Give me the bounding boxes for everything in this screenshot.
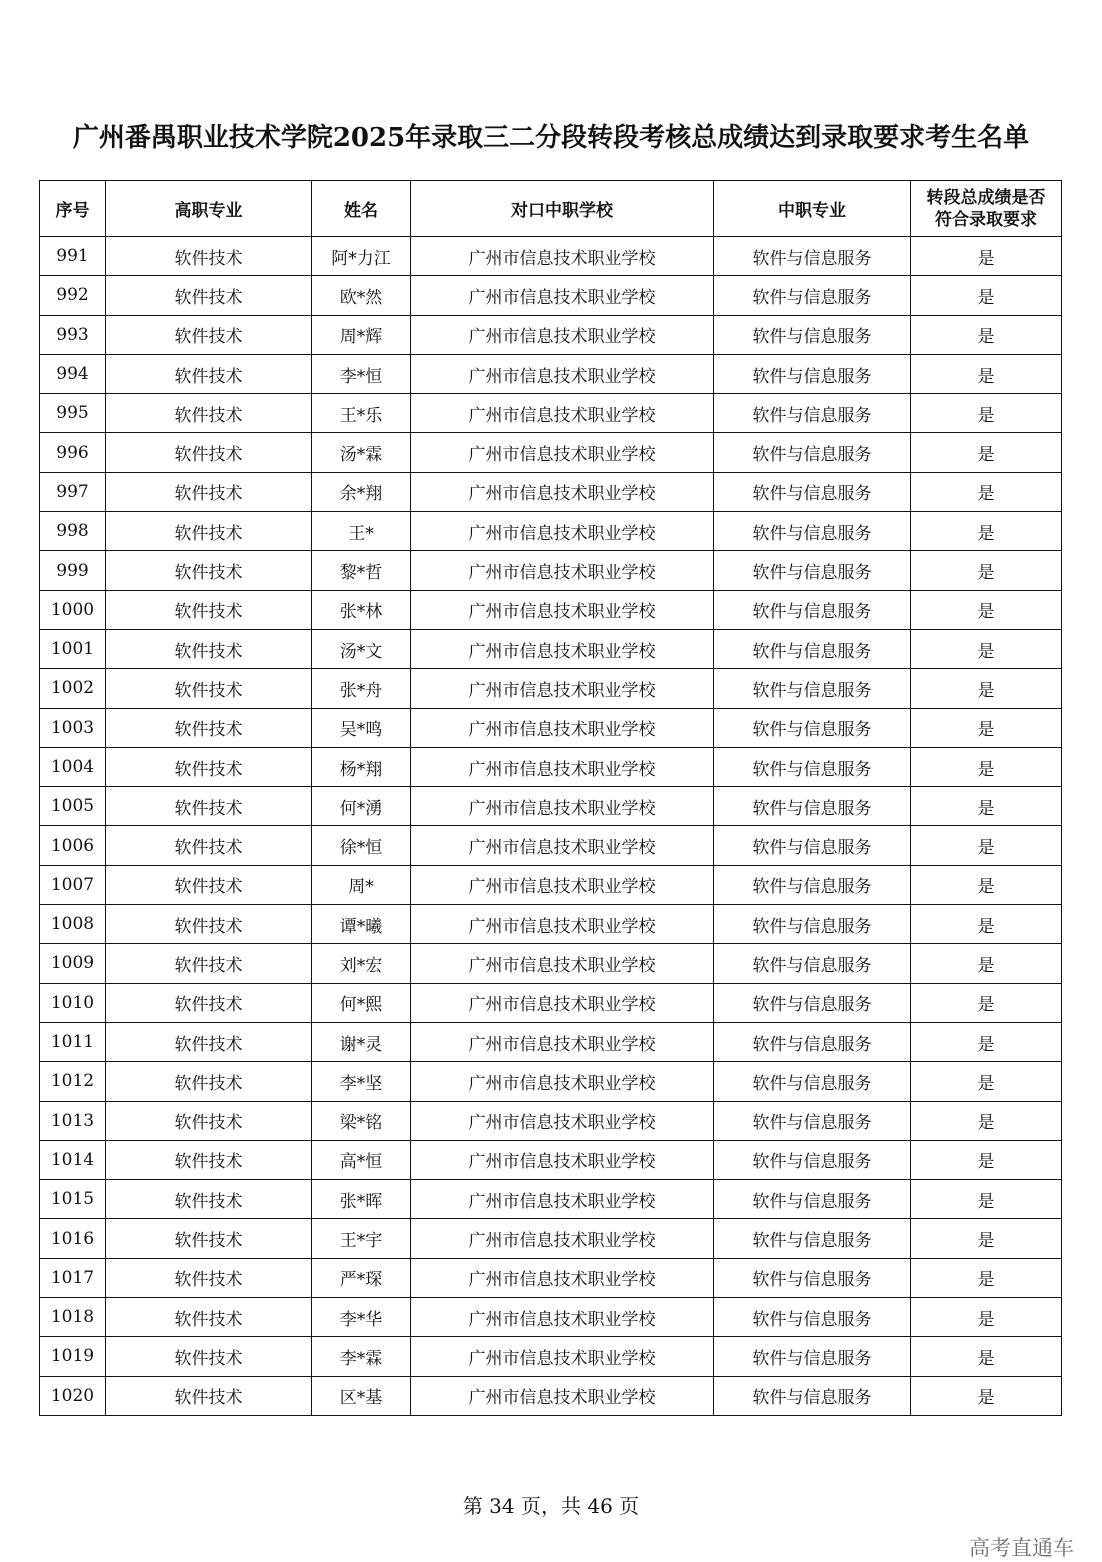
cell-college-major: 软件技术: [106, 826, 312, 865]
cell-name: 张*舟: [312, 669, 411, 708]
cell-secondary-major: 软件与信息服务: [714, 237, 911, 276]
table-row: [40, 1219, 1062, 1258]
cell-secondary-major: 软件与信息服务: [714, 865, 911, 904]
cell-secondary-major: 软件与信息服务: [714, 1022, 911, 1061]
table-row: [40, 747, 1062, 786]
cell-seq: 1011: [40, 1022, 106, 1061]
cell-secondary-school: 广州市信息技术职业学校: [411, 1376, 714, 1415]
page-title: 广州番禺职业技术学院2025年录取三二分段转段考核总成绩达到录取要求考生名单: [72, 123, 1030, 153]
cell-qualified: 是: [911, 708, 1062, 747]
cell-secondary-major: 软件与信息服务: [714, 1258, 911, 1297]
cell-college-major: 软件技术: [106, 669, 312, 708]
cell-name: 周*: [312, 865, 411, 904]
cell-seq: 1006: [40, 826, 106, 865]
cell-secondary-major: 软件与信息服务: [714, 669, 911, 708]
table-row: [40, 1180, 1062, 1219]
cell-secondary-school: 广州市信息技术职业学校: [411, 944, 714, 983]
cell-seq: 1007: [40, 865, 106, 904]
cell-college-major: 软件技术: [106, 551, 312, 590]
table-row: [40, 629, 1062, 668]
cell-college-major: 软件技术: [106, 1298, 312, 1337]
cell-name: 严*琛: [312, 1258, 411, 1297]
cell-secondary-major: 软件与信息服务: [714, 983, 911, 1022]
cell-qualified: 是: [911, 1298, 1062, 1337]
cell-secondary-school: 广州市信息技术职业学校: [411, 394, 714, 433]
table-row: [40, 276, 1062, 315]
cell-college-major: 软件技术: [106, 1140, 312, 1179]
header-name: 姓名: [312, 181, 411, 237]
cell-seq: 1002: [40, 669, 106, 708]
cell-seq: 991: [40, 237, 106, 276]
cell-qualified: 是: [911, 1376, 1062, 1415]
table-row: [40, 1022, 1062, 1061]
cell-college-major: 软件技术: [106, 315, 312, 354]
cell-name: 阿*力江: [312, 237, 411, 276]
cell-seq: 1008: [40, 905, 106, 944]
cell-secondary-school: 广州市信息技术职业学校: [411, 1180, 714, 1219]
table-row: [40, 865, 1062, 904]
cell-seq: 1001: [40, 629, 106, 668]
cell-secondary-major: 软件与信息服务: [714, 1376, 911, 1415]
table-row: [40, 708, 1062, 747]
cell-name: 王*宇: [312, 1219, 411, 1258]
cell-secondary-major: 软件与信息服务: [714, 1337, 911, 1376]
cell-college-major: 软件技术: [106, 1022, 312, 1061]
cell-qualified: 是: [911, 1219, 1062, 1258]
cell-qualified: 是: [911, 1337, 1062, 1376]
table-row: [40, 1101, 1062, 1140]
cell-name: 何*熙: [312, 983, 411, 1022]
cell-seq: 1009: [40, 944, 106, 983]
cell-name: 区*基: [312, 1376, 411, 1415]
cell-qualified: 是: [911, 629, 1062, 668]
cell-name: 黎*哲: [312, 551, 411, 590]
cell-name: 汤*文: [312, 629, 411, 668]
cell-name: 王*乐: [312, 394, 411, 433]
cell-name: 何*湧: [312, 787, 411, 826]
cell-secondary-major: 软件与信息服务: [714, 826, 911, 865]
cell-qualified: 是: [911, 1140, 1062, 1179]
table-row: [40, 1140, 1062, 1179]
cell-qualified: 是: [911, 1258, 1062, 1297]
cell-secondary-major: 软件与信息服务: [714, 1101, 911, 1140]
cell-name: 吴*鸣: [312, 708, 411, 747]
cell-name: 余*翔: [312, 472, 411, 511]
cell-college-major: 软件技术: [106, 629, 312, 668]
cell-college-major: 软件技术: [106, 1062, 312, 1101]
cell-secondary-school: 广州市信息技术职业学校: [411, 669, 714, 708]
cell-seq: 1004: [40, 747, 106, 786]
header-secondary-major: 中职专业: [714, 181, 911, 237]
cell-seq: 1019: [40, 1337, 106, 1376]
cell-seq: 994: [40, 354, 106, 393]
cell-college-major: 软件技术: [106, 1337, 312, 1376]
cell-secondary-school: 广州市信息技术职业学校: [411, 1062, 714, 1101]
cell-qualified: 是: [911, 747, 1062, 786]
cell-name: 谭*曦: [312, 905, 411, 944]
cell-college-major: 软件技术: [106, 1376, 312, 1415]
cell-secondary-school: 广州市信息技术职业学校: [411, 1258, 714, 1297]
cell-secondary-school: 广州市信息技术职业学校: [411, 787, 714, 826]
cell-secondary-school: 广州市信息技术职业学校: [411, 1101, 714, 1140]
cell-college-major: 软件技术: [106, 1258, 312, 1297]
cell-seq: 1020: [40, 1376, 106, 1415]
cell-secondary-major: 软件与信息服务: [714, 1298, 911, 1337]
cell-secondary-school: 广州市信息技术职业学校: [411, 1022, 714, 1061]
cell-secondary-school: 广州市信息技术职业学校: [411, 1219, 714, 1258]
cell-seq: 1014: [40, 1140, 106, 1179]
page-number: 第 34 页，共 46 页: [462, 1494, 640, 1518]
table-row: [40, 551, 1062, 590]
table-row: [40, 512, 1062, 551]
header-secondary-school: 对口中职学校: [411, 181, 714, 237]
cell-secondary-major: 软件与信息服务: [714, 472, 911, 511]
header-qualified: 转段总成绩是否符合录取要求: [911, 181, 1062, 237]
cell-secondary-major: 软件与信息服务: [714, 787, 911, 826]
cell-secondary-major: 软件与信息服务: [714, 315, 911, 354]
cell-secondary-school: 广州市信息技术职业学校: [411, 905, 714, 944]
table-row: [40, 590, 1062, 629]
cell-name: 杨*翔: [312, 747, 411, 786]
cell-seq: 997: [40, 472, 106, 511]
cell-college-major: 软件技术: [106, 944, 312, 983]
cell-qualified: 是: [911, 944, 1062, 983]
cell-secondary-major: 软件与信息服务: [714, 354, 911, 393]
cell-college-major: 软件技术: [106, 237, 312, 276]
cell-qualified: 是: [911, 1022, 1062, 1061]
table-row: [40, 787, 1062, 826]
table-row: [40, 433, 1062, 472]
table-row: [40, 1376, 1062, 1415]
table-row: [40, 1062, 1062, 1101]
cell-college-major: 软件技术: [106, 354, 312, 393]
cell-secondary-school: 广州市信息技术职业学校: [411, 237, 714, 276]
cell-name: 李*霖: [312, 1337, 411, 1376]
cell-qualified: 是: [911, 354, 1062, 393]
cell-seq: 992: [40, 276, 106, 315]
cell-secondary-school: 广州市信息技术职业学校: [411, 1337, 714, 1376]
cell-secondary-major: 软件与信息服务: [714, 747, 911, 786]
cell-name: 李*坚: [312, 1062, 411, 1101]
cell-qualified: 是: [911, 1062, 1062, 1101]
cell-qualified: 是: [911, 433, 1062, 472]
cell-secondary-major: 软件与信息服务: [714, 276, 911, 315]
table-row: [40, 905, 1062, 944]
cell-secondary-major: 软件与信息服务: [714, 433, 911, 472]
cell-seq: 1000: [40, 590, 106, 629]
cell-secondary-school: 广州市信息技术职业学校: [411, 747, 714, 786]
cell-secondary-major: 软件与信息服务: [714, 629, 911, 668]
cell-qualified: 是: [911, 787, 1062, 826]
cell-secondary-major: 软件与信息服务: [714, 394, 911, 433]
watermark: 高考直通车: [969, 1536, 1074, 1560]
cell-seq: 1016: [40, 1219, 106, 1258]
cell-college-major: 软件技术: [106, 747, 312, 786]
table-row: [40, 669, 1062, 708]
cell-seq: 1017: [40, 1258, 106, 1297]
cell-qualified: 是: [911, 1101, 1062, 1140]
cell-name: 徐*恒: [312, 826, 411, 865]
cell-secondary-school: 广州市信息技术职业学校: [411, 433, 714, 472]
cell-college-major: 软件技术: [106, 1180, 312, 1219]
cell-name: 高*恒: [312, 1140, 411, 1179]
cell-qualified: 是: [911, 237, 1062, 276]
cell-secondary-major: 软件与信息服务: [714, 551, 911, 590]
cell-name: 李*华: [312, 1298, 411, 1337]
cell-college-major: 软件技术: [106, 708, 312, 747]
header-college-major: 高职专业: [106, 181, 312, 237]
cell-name: 刘*宏: [312, 944, 411, 983]
cell-secondary-major: 软件与信息服务: [714, 590, 911, 629]
header-seq: 序号: [40, 181, 106, 237]
cell-secondary-school: 广州市信息技术职业学校: [411, 276, 714, 315]
table-row: [40, 315, 1062, 354]
table-row: [40, 472, 1062, 511]
table-row: [40, 237, 1062, 276]
table-header-row: [40, 181, 1062, 237]
cell-college-major: 软件技术: [106, 865, 312, 904]
cell-qualified: 是: [911, 865, 1062, 904]
cell-seq: 996: [40, 433, 106, 472]
cell-qualified: 是: [911, 512, 1062, 551]
cell-seq: 1010: [40, 983, 106, 1022]
cell-name: 周*辉: [312, 315, 411, 354]
cell-qualified: 是: [911, 983, 1062, 1022]
cell-name: 欧*然: [312, 276, 411, 315]
cell-college-major: 软件技术: [106, 590, 312, 629]
cell-secondary-major: 软件与信息服务: [714, 1180, 911, 1219]
cell-secondary-major: 软件与信息服务: [714, 1219, 911, 1258]
cell-secondary-school: 广州市信息技术职业学校: [411, 1140, 714, 1179]
cell-secondary-school: 广州市信息技术职业学校: [411, 1298, 714, 1337]
cell-college-major: 软件技术: [106, 1219, 312, 1258]
cell-secondary-major: 软件与信息服务: [714, 512, 911, 551]
cell-college-major: 软件技术: [106, 1101, 312, 1140]
cell-secondary-school: 广州市信息技术职业学校: [411, 472, 714, 511]
cell-secondary-major: 软件与信息服务: [714, 1062, 911, 1101]
cell-secondary-school: 广州市信息技术职业学校: [411, 865, 714, 904]
cell-secondary-major: 软件与信息服务: [714, 1140, 911, 1179]
cell-college-major: 软件技术: [106, 983, 312, 1022]
table-row: [40, 394, 1062, 433]
cell-secondary-major: 软件与信息服务: [714, 944, 911, 983]
cell-qualified: 是: [911, 472, 1062, 511]
cell-qualified: 是: [911, 551, 1062, 590]
table-row: [40, 983, 1062, 1022]
table-row: [40, 354, 1062, 393]
cell-qualified: 是: [911, 590, 1062, 629]
cell-qualified: 是: [911, 669, 1062, 708]
cell-college-major: 软件技术: [106, 394, 312, 433]
cell-seq: 998: [40, 512, 106, 551]
cell-college-major: 软件技术: [106, 512, 312, 551]
cell-seq: 1003: [40, 708, 106, 747]
cell-secondary-school: 广州市信息技术职业学校: [411, 826, 714, 865]
table-body: [40, 237, 1062, 1416]
cell-seq: 999: [40, 551, 106, 590]
admission-table: [39, 180, 1062, 1416]
cell-secondary-school: 广州市信息技术职业学校: [411, 354, 714, 393]
cell-name: 张*晖: [312, 1180, 411, 1219]
cell-secondary-school: 广州市信息技术职业学校: [411, 551, 714, 590]
cell-name: 汤*霖: [312, 433, 411, 472]
table-row: [40, 1298, 1062, 1337]
cell-secondary-school: 广州市信息技术职业学校: [411, 708, 714, 747]
cell-qualified: 是: [911, 394, 1062, 433]
table-row: [40, 826, 1062, 865]
cell-seq: 1015: [40, 1180, 106, 1219]
cell-secondary-school: 广州市信息技术职业学校: [411, 590, 714, 629]
table-row: [40, 1337, 1062, 1376]
cell-college-major: 软件技术: [106, 276, 312, 315]
cell-secondary-school: 广州市信息技术职业学校: [411, 315, 714, 354]
table-row: [40, 944, 1062, 983]
cell-seq: 1018: [40, 1298, 106, 1337]
cell-secondary-school: 广州市信息技术职业学校: [411, 983, 714, 1022]
cell-seq: 995: [40, 394, 106, 433]
cell-college-major: 软件技术: [106, 433, 312, 472]
cell-seq: 1005: [40, 787, 106, 826]
cell-name: 梁*铭: [312, 1101, 411, 1140]
cell-qualified: 是: [911, 826, 1062, 865]
cell-college-major: 软件技术: [106, 905, 312, 944]
cell-name: 王*: [312, 512, 411, 551]
cell-secondary-school: 广州市信息技术职业学校: [411, 629, 714, 668]
cell-secondary-major: 软件与信息服务: [714, 905, 911, 944]
cell-name: 张*林: [312, 590, 411, 629]
cell-qualified: 是: [911, 276, 1062, 315]
cell-seq: 1013: [40, 1101, 106, 1140]
cell-name: 李*恒: [312, 354, 411, 393]
cell-qualified: 是: [911, 1180, 1062, 1219]
cell-qualified: 是: [911, 315, 1062, 354]
cell-college-major: 软件技术: [106, 472, 312, 511]
cell-qualified: 是: [911, 905, 1062, 944]
cell-seq: 1012: [40, 1062, 106, 1101]
cell-secondary-major: 软件与信息服务: [714, 708, 911, 747]
cell-college-major: 软件技术: [106, 787, 312, 826]
cell-secondary-school: 广州市信息技术职业学校: [411, 512, 714, 551]
cell-seq: 993: [40, 315, 106, 354]
table-row: [40, 1258, 1062, 1297]
cell-name: 谢*灵: [312, 1022, 411, 1061]
